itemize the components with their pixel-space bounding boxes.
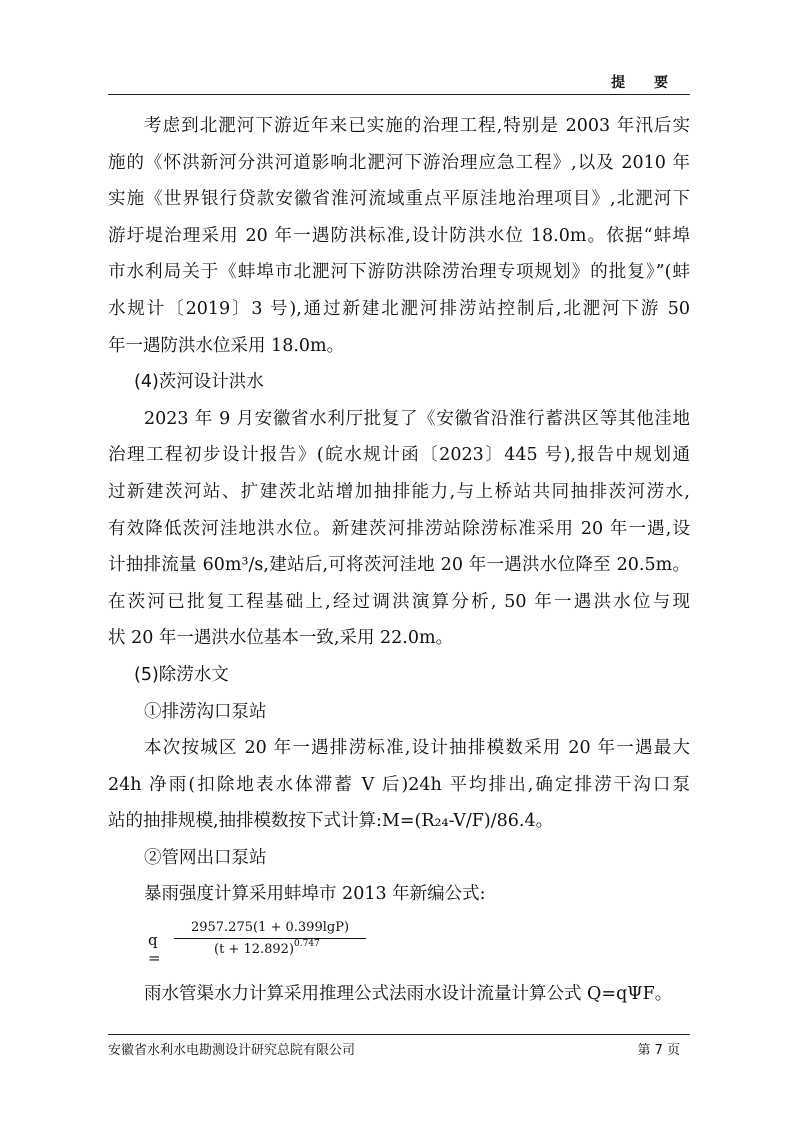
text-line: 计抽排流量 60m³/s,建站后,可将茨河洼地 20 年一遇洪水位降至 20.5m。 [108, 555, 690, 576]
text-line: 过新建茨河站、扩建茨北站增加抽排能力,与上桥站共同抽排茨河涝水, [108, 481, 690, 502]
paragraph-rainstorm-formula-intro: 暴雨强度计算采用蚌埠市 2013 年新编公式: [144, 884, 486, 905]
header-label: 提 要 [611, 75, 680, 91]
page-header [108, 68, 690, 95]
page-footer [108, 1034, 690, 1059]
text-line: 24h 净雨(扣除地表水体滞蓄 V 后)24h 平均排出,确定排涝干沟口泵 [108, 774, 690, 795]
text-line: 治理工程初步设计报告》(皖水规计函〔2023〕445 号),报告中规划通 [108, 445, 690, 466]
text-line: 雨水管渠水力计算采用推理公式法雨水设计流量计算公式 Q=qΨF。 [144, 984, 673, 1004]
subheading-pump-station-outlet: ①排涝沟口泵站 [144, 701, 267, 722]
text-line: 游圩堤治理采用 20 年一遇防洪标准,设计防洪水位 18.0m。依据“蚌埠 [108, 225, 690, 246]
formula-numerator: 2957.275(1 + 0.399lgP) [190, 920, 350, 935]
subheading-pipe-network-pump: ②管网出口泵站 [144, 847, 267, 868]
text-line: 本次按城区 20 年一遇排涝标准,设计抽排模数采用 20 年一遇最大 [144, 738, 690, 759]
body-text [108, 108, 690, 913]
text-line: 考虑到北淝河下游近年来已实施的治理工程,特别是 2003 年汛后实 [144, 116, 690, 136]
formula-denominator: (t + 12.892) [214, 942, 295, 957]
text-line: 年一遇防洪水位采用 18.0m。 [108, 335, 345, 356]
formula-denominator-row [174, 939, 366, 961]
text-line: 2023 年 9 月安徽省水利厅批复了《安徽省沿淮行蓄洪区等其他洼地 [144, 408, 690, 429]
footer-page-number: 第 7 页 [637, 1043, 680, 1058]
text-line: 状 20 年一遇洪水位基本一致,采用 22.0m。 [108, 628, 454, 649]
paragraph-flood-level-beifei [108, 108, 690, 364]
text-line: 有效降低茨河洼地洪水位。新建茨河排涝站除涝标准采用 20 年一遇,设 [108, 518, 690, 539]
formula-fraction [174, 918, 366, 961]
section-heading-ci-river: (4)茨河设计洪水 [134, 372, 264, 393]
text-line: 实施《世界银行贷款安徽省淮河流域重点平原洼地治理项目》,北淝河下 [108, 189, 690, 210]
text-line: 水规计〔2019〕3 号),通过新建北淝河排涝站控制后,北淝河下游 50 [108, 298, 690, 319]
paragraph-rainwater-design-flow [108, 976, 690, 1013]
formula-lhs: q = [148, 931, 161, 967]
text-line: 站的抽排规模,抽排模数按下式计算:M=(R₂₄-V/F)/86.4。 [108, 811, 554, 832]
text-line: 施的《怀洪新河分洪河道影响北淝河下游治理应急工程》,以及 2010 年 [108, 152, 690, 173]
footer-organization: 安徽省水利水电勘测设计研究总院有限公司 [108, 1043, 356, 1058]
text-line: 在茨河已批复工程基础上,经过调洪演算分析, 50 年一遇洪水位与现 [108, 591, 690, 612]
paragraph-ci-river-flood [108, 401, 690, 657]
section-heading-drainage: (5)除涝水文 [134, 664, 229, 685]
formula-exponent: 0.747 [294, 939, 320, 949]
paragraph-drainage-modulus [108, 730, 690, 840]
text-line: 市水利局关于《蚌埠市北淝河下游防洪除涝治理专项规划》的批复》”(蚌 [108, 262, 690, 283]
